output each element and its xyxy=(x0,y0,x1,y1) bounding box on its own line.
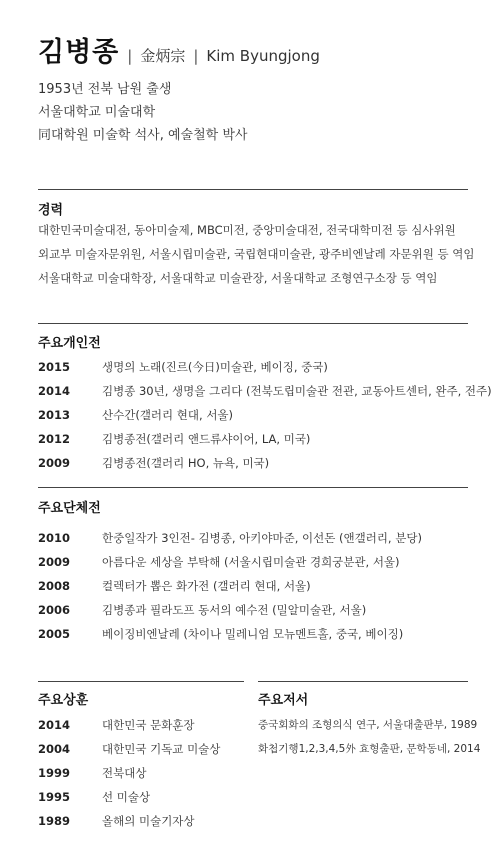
item-year: 2014 xyxy=(38,384,71,398)
list-item xyxy=(38,574,422,598)
item-year: 1989 xyxy=(38,814,71,828)
separator: | xyxy=(193,47,199,65)
item-text: 아름다운 세상을 부탁해 (서울시립미술관 경희궁분관, 서울) xyxy=(102,555,400,569)
item-text: 한중일작가 3인전- 김병종, 아키야마준, 이선돈 (앤갤러리, 분당) xyxy=(102,531,422,545)
book-item: 중국회화의 조형의식 연구, 서울대출판부, 1989 xyxy=(258,719,478,731)
books-list xyxy=(258,713,488,761)
section-divider xyxy=(38,189,468,190)
item-text: 김병종과 필라도프 동서의 예수전 (밀알미술관, 서울) xyxy=(102,603,367,617)
artist-header xyxy=(38,30,320,66)
artist-name-hanja: 金炳宗 xyxy=(140,47,186,65)
item-year: 1995 xyxy=(38,790,71,804)
book-item: 화첩기행1,2,3,4,5外 효형출판, 문학동네, 2014 xyxy=(258,743,481,755)
item-year: 2013 xyxy=(38,408,71,422)
item-text: 김병종 30년, 생명을 그리다 (전북도립미술관 전관, 교동아트센터, 완주, 전주) xyxy=(102,384,492,398)
career-line: 대한민국미술대전, 동아미술제, MBC미전, 중앙미술대전, 전국대학미전 등 심사위원 xyxy=(38,223,456,237)
item-year: 1999 xyxy=(38,766,71,780)
item-text: 산수간(갤러리 현대, 서울) xyxy=(102,408,234,422)
list-item xyxy=(38,622,422,646)
solo-list xyxy=(38,355,492,475)
section-divider xyxy=(38,681,244,682)
section-divider xyxy=(38,487,468,488)
item-text: 전북대상 xyxy=(102,766,147,780)
item-text: 올해의 미술기자상 xyxy=(102,814,195,828)
item-year: 2005 xyxy=(38,627,71,641)
awards-title: 주요상훈 xyxy=(38,693,89,708)
item-year: 2009 xyxy=(38,456,71,470)
solo-title: 주요개인전 xyxy=(38,336,101,351)
list-item xyxy=(38,761,220,785)
list-item xyxy=(38,451,492,475)
item-text: 김병종전(갤러리 HO, 뉴욕, 미국) xyxy=(102,456,270,470)
list-item xyxy=(38,550,422,574)
item-text: 대한민국 문화훈장 xyxy=(102,718,195,732)
item-year: 2004 xyxy=(38,742,71,756)
list-item xyxy=(38,598,422,622)
section-divider xyxy=(38,323,468,324)
list-item xyxy=(38,403,492,427)
item-year: 2014 xyxy=(38,718,71,732)
list-item xyxy=(38,737,220,761)
career-line: 외교부 미술자문위원, 서울시립미술관, 국립현대미술관, 광주비엔날레 자문위원 등 역임 xyxy=(38,247,475,261)
item-text: 베이징비엔날레 (차이나 밀레니엄 모뉴멘트홀, 중국, 베이징) xyxy=(102,627,404,641)
item-year: 2015 xyxy=(38,360,71,374)
career-text xyxy=(38,218,478,290)
artist-name-roman: Kim Byungjong xyxy=(206,47,320,65)
separator: | xyxy=(127,47,133,65)
item-text: 선 미술상 xyxy=(102,790,151,804)
books-title: 주요저서 xyxy=(258,693,309,708)
list-item xyxy=(38,526,422,550)
bio xyxy=(38,78,247,147)
artist-name: 김병종 xyxy=(38,37,120,68)
list-item xyxy=(38,355,492,379)
list-item xyxy=(38,379,492,403)
list-item xyxy=(38,427,492,451)
group-title: 주요단체전 xyxy=(38,501,101,516)
bio-line: 서울대학교 미술대학 xyxy=(38,105,156,120)
career-line: 서울대학교 미술대학장, 서울대학교 미술관장, 서울대학교 조형연구소장 등 역임 xyxy=(38,271,438,285)
item-text: 컬렉터가 뽑은 화가전 (갤러리 현대, 서울) xyxy=(102,579,311,593)
item-year: 2008 xyxy=(38,579,71,593)
group-list xyxy=(38,526,422,646)
bio-line: 同대학원 미술학 석사, 예술철학 박사 xyxy=(38,128,248,143)
item-year: 2012 xyxy=(38,432,71,446)
career-title: 경력 xyxy=(38,203,64,218)
item-year: 2006 xyxy=(38,603,71,617)
list-item xyxy=(38,713,220,737)
bio-line: 1953년 전북 남원 출생 xyxy=(38,82,172,97)
awards-list xyxy=(38,713,220,833)
list-item xyxy=(38,785,220,809)
item-text: 생명의 노래(진르(今日)미술관, 베이징, 중국) xyxy=(102,360,328,374)
list-item xyxy=(38,809,220,833)
item-text: 김병종전(갤러리 앤드류샤이어, LA, 미국) xyxy=(102,432,311,446)
item-year: 2009 xyxy=(38,555,71,569)
item-text: 대한민국 기독교 미술상 xyxy=(102,742,221,756)
item-year: 2010 xyxy=(38,531,71,545)
section-divider xyxy=(258,681,468,682)
